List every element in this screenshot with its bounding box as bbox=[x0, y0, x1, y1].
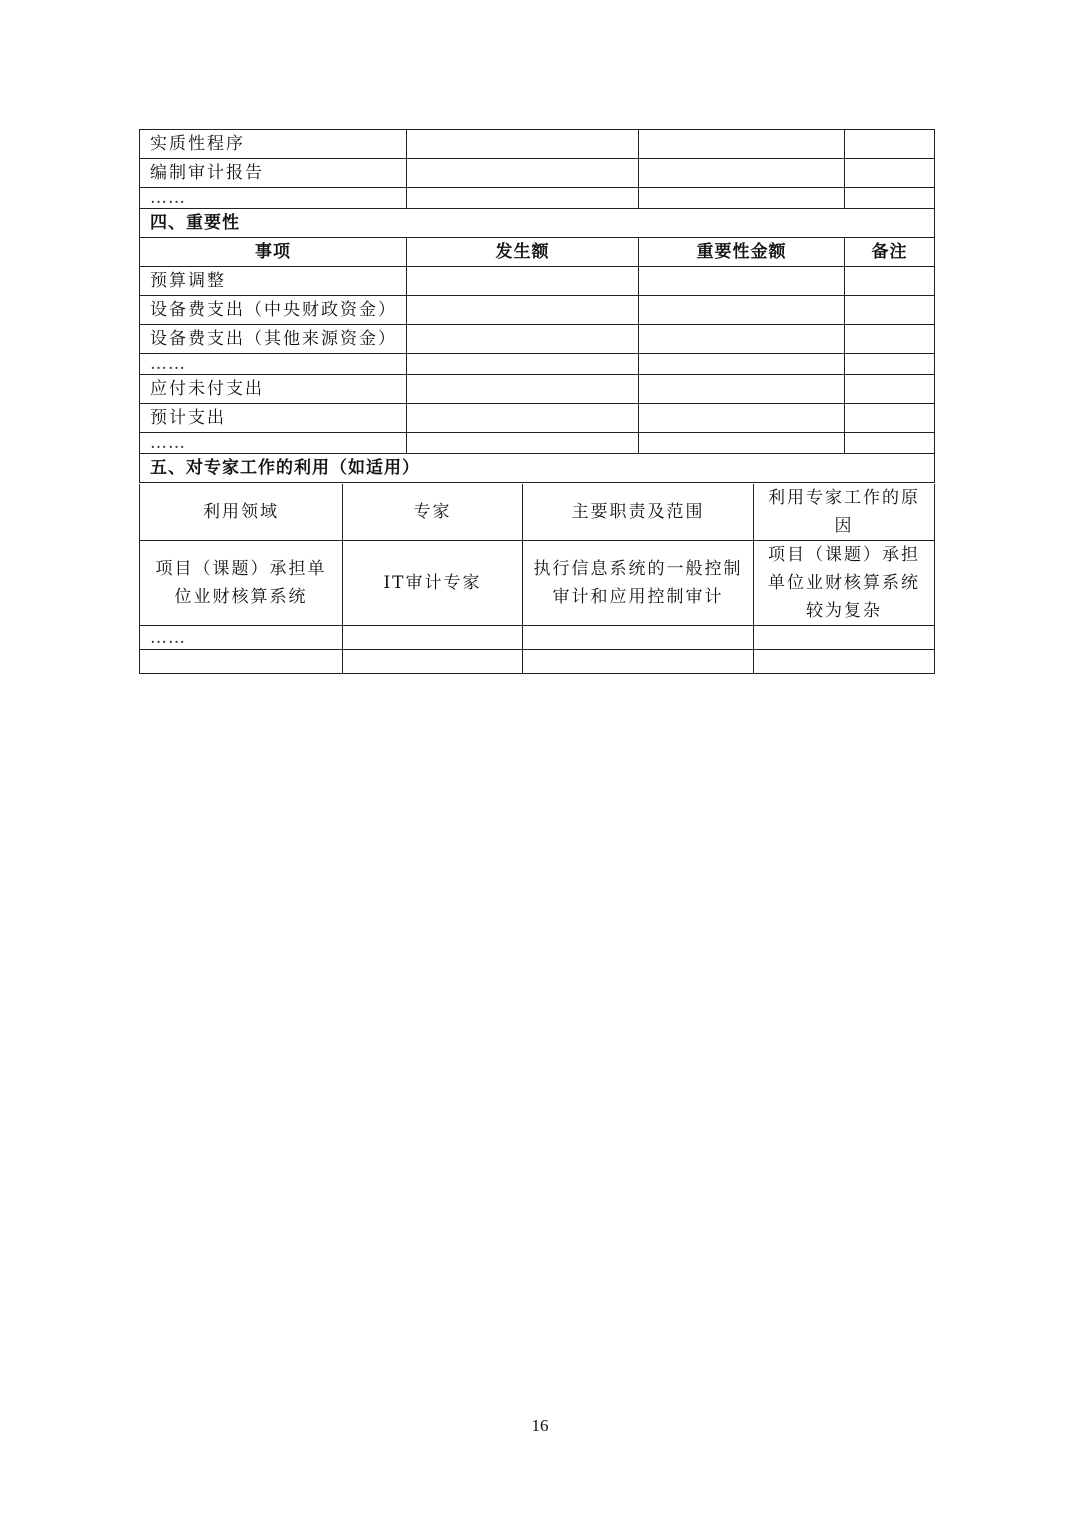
audit-plan-table bbox=[139, 129, 935, 483]
table-row bbox=[140, 375, 935, 404]
table-row bbox=[140, 130, 935, 159]
empty-cell bbox=[343, 650, 523, 674]
empty-cell bbox=[639, 433, 845, 454]
empty-cell bbox=[845, 375, 935, 404]
ellipsis-cell: …… bbox=[140, 433, 407, 454]
table-row bbox=[140, 354, 935, 375]
empty-cell bbox=[407, 296, 639, 325]
column-header-reason: 利用专家工作的原因 bbox=[754, 484, 935, 541]
empty-cell bbox=[639, 267, 845, 296]
section-title-row bbox=[140, 209, 935, 238]
ellipsis-cell: …… bbox=[140, 188, 407, 209]
empty-cell bbox=[407, 404, 639, 433]
empty-cell bbox=[639, 159, 845, 188]
cell-expert: IT审计专家 bbox=[343, 541, 523, 626]
empty-cell bbox=[639, 188, 845, 209]
table-row bbox=[140, 325, 935, 354]
column-header-expert: 专家 bbox=[343, 484, 523, 541]
empty-cell bbox=[407, 159, 639, 188]
empty-cell bbox=[407, 325, 639, 354]
column-header-responsibilities: 主要职责及范围 bbox=[523, 484, 754, 541]
empty-cell bbox=[845, 296, 935, 325]
section-title-expert-work: 五、对专家工作的利用（如适用） bbox=[140, 454, 935, 483]
empty-cell bbox=[639, 130, 845, 159]
empty-cell bbox=[845, 159, 935, 188]
table-row bbox=[140, 433, 935, 454]
table-row bbox=[140, 267, 935, 296]
column-header-amount: 发生额 bbox=[407, 238, 639, 267]
cell-field: 项目（课题）承担单位业财核算系统 bbox=[140, 541, 343, 626]
empty-cell bbox=[639, 296, 845, 325]
page-number: 16 bbox=[531, 1416, 549, 1435]
cell-responsibilities: 执行信息系统的一般控制审计和应用控制审计 bbox=[523, 541, 754, 626]
empty-cell bbox=[845, 404, 935, 433]
row-label: 设备费支出（其他来源资金） bbox=[140, 325, 407, 354]
table-row bbox=[140, 159, 935, 188]
table-row bbox=[140, 296, 935, 325]
table-row bbox=[140, 626, 935, 650]
empty-cell bbox=[407, 354, 639, 375]
empty-cell bbox=[140, 650, 343, 674]
section-title-row bbox=[140, 454, 935, 483]
empty-cell bbox=[639, 375, 845, 404]
empty-cell bbox=[407, 267, 639, 296]
table-row bbox=[140, 650, 935, 674]
empty-cell bbox=[639, 404, 845, 433]
empty-cell bbox=[407, 433, 639, 454]
row-label: 编制审计报告 bbox=[140, 159, 407, 188]
header-row bbox=[140, 484, 935, 541]
ellipsis-cell: …… bbox=[140, 354, 407, 375]
row-label: 预计支出 bbox=[140, 404, 407, 433]
empty-cell bbox=[523, 650, 754, 674]
empty-cell bbox=[845, 188, 935, 209]
empty-cell bbox=[845, 267, 935, 296]
empty-cell bbox=[407, 375, 639, 404]
section-title-materiality: 四、重要性 bbox=[140, 209, 935, 238]
table-row bbox=[140, 188, 935, 209]
empty-cell bbox=[754, 650, 935, 674]
empty-cell bbox=[407, 188, 639, 209]
table-row bbox=[140, 404, 935, 433]
column-header-materiality-amount: 重要性金额 bbox=[639, 238, 845, 267]
row-label: 预算调整 bbox=[140, 267, 407, 296]
empty-cell bbox=[639, 325, 845, 354]
empty-cell bbox=[407, 130, 639, 159]
empty-cell bbox=[845, 433, 935, 454]
cell-reason: 项目（课题）承担单位业财核算系统较为复杂 bbox=[754, 541, 935, 626]
ellipsis-cell: …… bbox=[140, 626, 343, 650]
empty-cell bbox=[639, 354, 845, 375]
empty-cell bbox=[754, 626, 935, 650]
row-label: 设备费支出（中央财政资金） bbox=[140, 296, 407, 325]
table-row bbox=[140, 541, 935, 626]
empty-cell bbox=[845, 130, 935, 159]
empty-cell bbox=[845, 325, 935, 354]
row-label: 应付未付支出 bbox=[140, 375, 407, 404]
column-header-item: 事项 bbox=[140, 238, 407, 267]
empty-cell bbox=[523, 626, 754, 650]
expert-work-table bbox=[139, 484, 935, 674]
empty-cell bbox=[343, 626, 523, 650]
column-header-field: 利用领域 bbox=[140, 484, 343, 541]
row-label: 实质性程序 bbox=[140, 130, 407, 159]
header-row bbox=[140, 238, 935, 267]
column-header-remarks: 备注 bbox=[845, 238, 935, 267]
empty-cell bbox=[845, 354, 935, 375]
